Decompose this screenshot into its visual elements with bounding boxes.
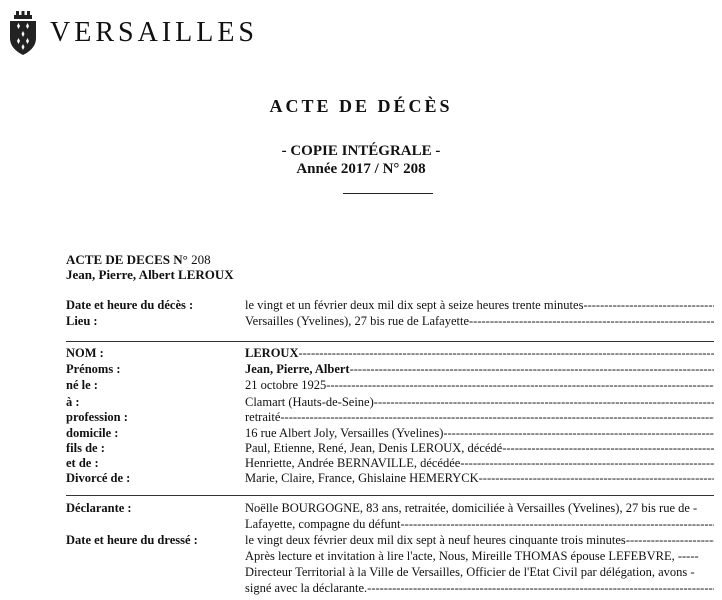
declarante-label: Déclarante : [66,501,132,515]
dresse-row-cont [0,580,722,596]
declarante-value-line1: Noëlle BOURGOGNE, 83 ans, retraitée, domiciliée à Versailles (Yvelines), 27 bis rue de - [245,501,698,515]
defunt-prenoms-value: Jean, Pierre, Albert ----- [245,361,714,377]
dresse-row-cont [0,548,722,564]
defunt-ne-le-row [0,377,722,393]
acte-heading [66,252,211,268]
defunt-domicile-value: 16 rue Albert Joly, Versailles (Yvelines) ----- [245,425,714,441]
defunt-et-de-row [0,455,722,471]
document-title: ACTE DE DÉCÈS [269,96,453,116]
dresse-value-line3: Directeur Territorial à la Ville de Versailles, Officier de l'Etat Civil par délégation, avons - [245,565,695,579]
dresse-value-line4: signé avec la déclarante. ----- [245,580,714,596]
acte-full-name: Jean, Pierre, Albert LEROUX [66,267,234,282]
deces-lieu-value: Versailles (Yvelines), 27 bis rue de Lafayette ----- [245,313,714,329]
deces-lieu-label: Lieu : [66,314,98,328]
defunt-a-value: Clamart (Hauts-de-Seine) ----- [245,394,714,410]
defunt-et-de-label: et de : [66,456,99,470]
versailles-coat-of-arms-icon [8,10,38,56]
deces-lieu-row [0,313,722,329]
document-subtitle: - COPIE INTÉGRALE - [281,143,441,159]
defunt-divorce-value: Marie, Claire, France, Ghislaine HEMERYCK ----- [245,470,714,486]
defunt-profession-label: profession : [66,410,128,424]
defunt-prenoms-label: Prénoms : [66,362,121,376]
acte-heading-number: 208 [191,252,211,267]
defunt-profession-value: retraité ----- [245,409,714,425]
defunt-ne-le-value: 21 octobre 1925 ----- [245,377,714,393]
defunt-nom-label: NOM : [66,346,104,360]
dresse-value-line2: Après lecture et invitation à lire l'acte, Nous, Mireille THOMAS épouse LEFEBVRE, ----- [245,549,699,563]
section-divider [66,341,714,342]
defunt-profession-row [0,409,722,425]
defunt-fils-de-value: Paul, Etienne, René, Jean, Denis LEROUX, décédé ----- [245,440,714,456]
defunt-divorce-row [0,470,722,486]
defunt-nom-row [0,345,722,361]
deces-datetime-row [0,297,722,313]
defunt-fils-de-row [0,440,722,456]
deces-datetime-value: le vingt et un février deux mil dix sept à seize heures trente minutes ----- [245,297,714,313]
defunt-et-de-value: Henriette, Andrée BERNAVILLE, décédée ----- [245,455,714,471]
acte-heading-label: ACTE DE DECES N° [66,252,188,267]
dresse-row-cont [0,564,722,580]
declarante-row-cont [0,516,722,532]
title-divider [343,193,433,194]
document-year-number: Année 2017 / N° 208 [296,161,426,177]
defunt-divorce-label: Divorcé de : [66,471,131,485]
dresse-value-line1: le vingt deux février deux mil dix sept à neuf heures cinquante trois minutes ----- [245,532,714,548]
defunt-a-row [0,394,722,410]
deces-datetime-label: Date et heure du décès : [66,298,194,312]
declarante-row [0,500,722,516]
defunt-domicile-label: domicile : [66,426,119,440]
defunt-domicile-row [0,425,722,441]
section-divider [66,495,714,496]
defunt-ne-le-label: né le : [66,378,98,392]
defunt-fils-de-label: fils de : [66,441,105,455]
defunt-nom-value: LEROUX ----- [245,345,714,361]
defunt-prenoms-row [0,361,722,377]
dresse-row [0,532,722,548]
city-name: VERSAILLES [50,17,258,48]
dresse-label: Date et heure du dressé : [66,533,198,547]
defunt-a-label: à : [66,395,80,409]
declarante-value-line2: Lafayette, compagne du défunt ----- [245,516,714,532]
